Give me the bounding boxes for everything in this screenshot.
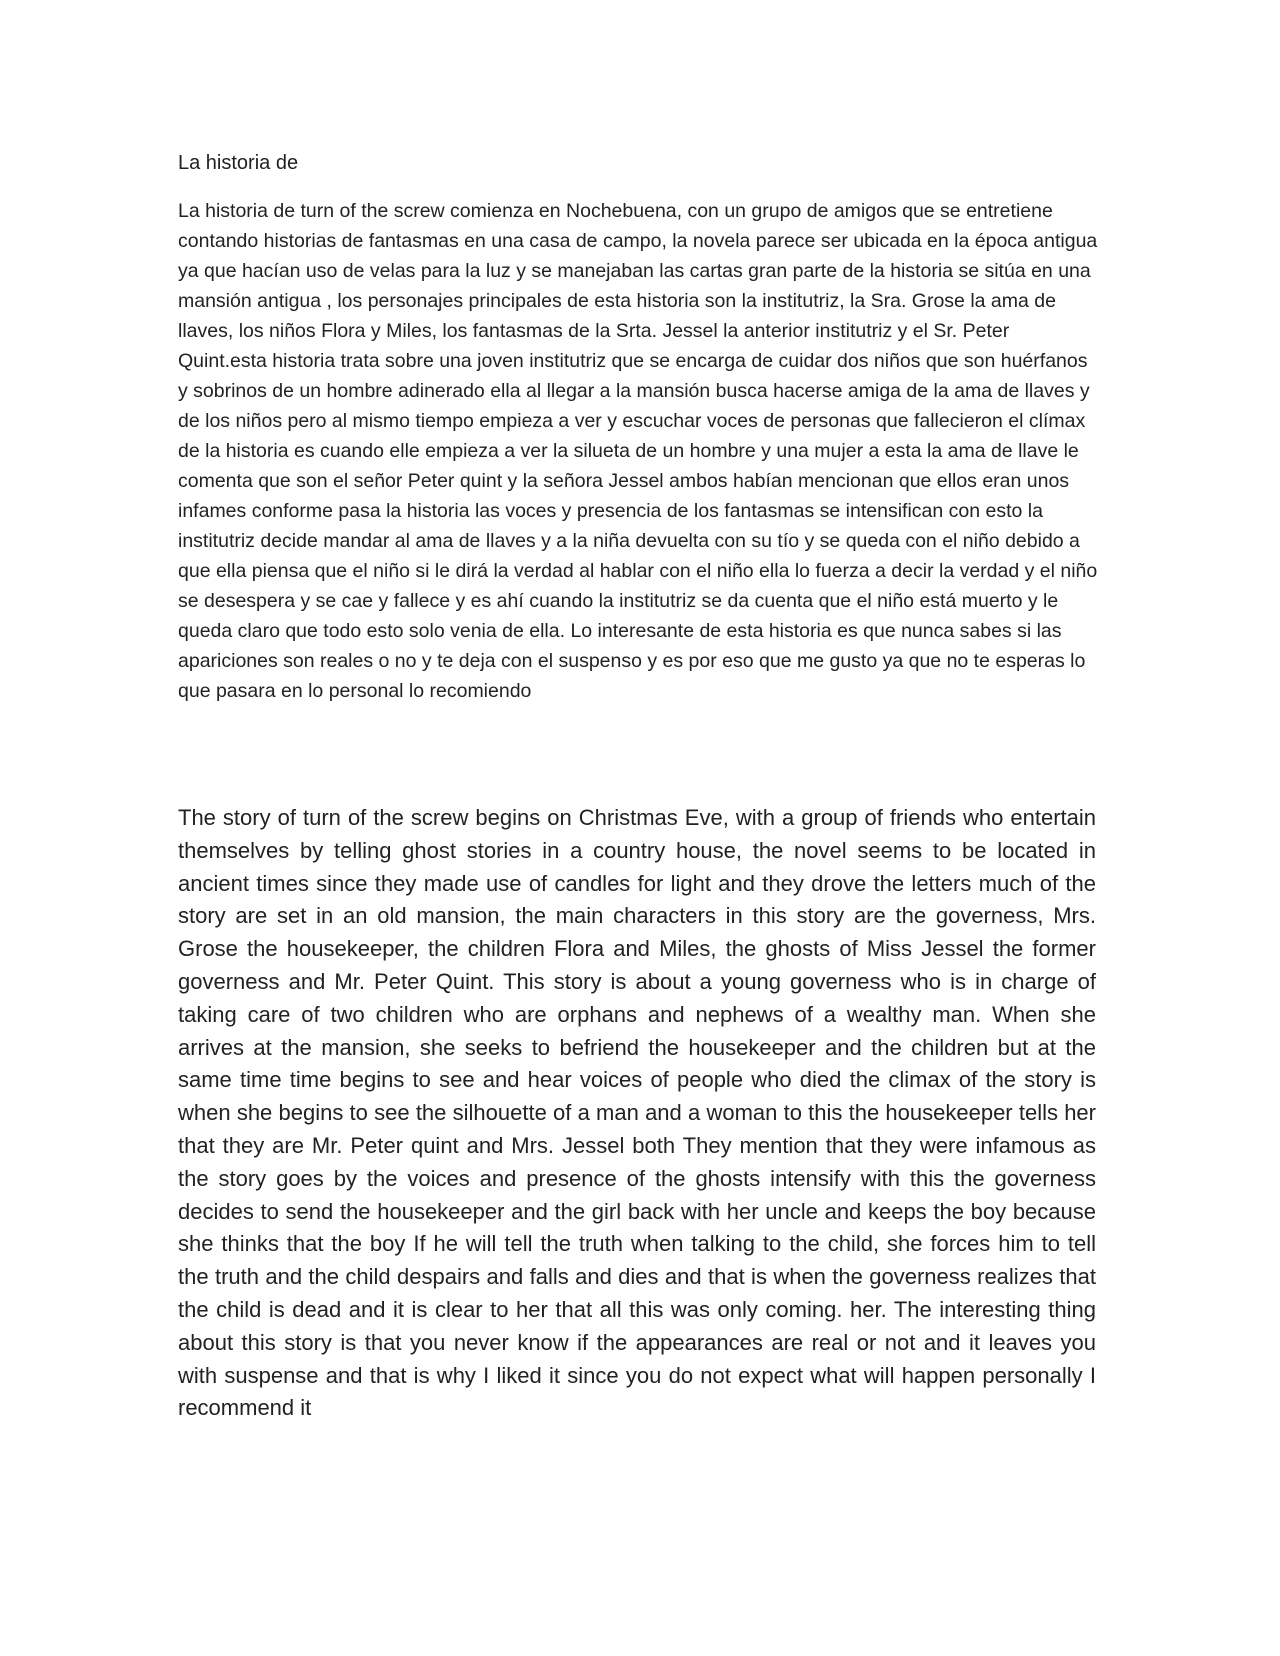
document-title: La historia de (178, 152, 299, 174)
paragraph-spanish: La historia de turn of the screw comienza en Nochebuena, con un grupo de amigos que se entretiene contando historias de fantasmas en una casa de campo, la novela parece ser ubicada en la época antigua ya que hacían uso de velas para la luz y se manejaban las cartas gran parte de la historia se sitúa en una mansión antigua , los personajes principales de esta historia son la institutriz, la Sra. Grose la ama de llaves, los niños Flora y Miles, los fantasmas de la Srta. Jessel la anterior institutriz y el Sr. Peter Quint.esta historia trata sobre una joven institutriz que se encarga de cuidar dos niños que son huérfanos y sobrinos de un hombre adinerado ella al llegar a la mansión busca hacerse amiga de la ama de llaves y de los niños pero al mismo tiempo empieza a ver y escuchar voces de personas que fallecieron el clímax de la historia es cuando elle empieza a ver la silueta de un hombre y una mujer a esta la ama de llave le comenta que son el señor Peter quint y la señora Jessel ambos habían mencionan que ellos eran unos infames conforme pasa la historia las voces y presencia de los fantasmas se intensifican con esto la institutriz decide mandar al ama de llaves y a la niña devuelta con su tío y se queda con el niño debido a que ella piensa que el niño si le dirá la verdad al hablar con el niño ella lo fuerza a decir la verdad y el niño se desespera y se cae y fallece y es ahí cuando la institutriz se da cuenta que el niño está muerto y le queda claro que todo esto solo venia de ella. Lo interesante de esta historia es que nunca sabes si las apariciones son reales o no y te deja con el suspenso y es por eso que me gusto ya que no te esperas lo que pasara en lo personal lo recomiendo (178, 200, 1098, 702)
paragraph-english: The story of turn of the screw begins on Christmas Eve, with a group of friends who entertain themselves by telling ghost stories in a country house, the novel seems to be located in ancient times since they made use of candles for light and they drove the letters much of the story are set in an old mansion, the main characters in this story are the governess, Mrs. Grose the housekeeper, the children Flora and Miles, the ghosts of Miss Jessel the former governess and Mr. Peter Quint. This story is about a young governess who is in charge of taking care of two children who are orphans and nephews of a wealthy man. When she arrives at the mansion, she seeks to befriend the housekeeper and the children but at the same time time begins to see and hear voices of people who died the climax of the story is when she begins to see the silhouette of a man and a woman to this the housekeeper tells her that they are Mr. Peter quint and Mrs. Jessel both They mention that they were infamous as the story goes by the voices and presence of the ghosts intensify with this the governess decides to send the housekeeper and the girl back with her uncle and keeps the boy because she thinks that the boy If he will tell the truth when talking to the child, she forces him to tell the truth and the child despairs and falls and dies and that is when the governess realizes that the child is dead and it is clear to her that all this was only coming. her. The interesting thing about this story is that you never know if the appearances are real or not and it leaves you with suspense and that is why I liked it since you do not expect what will happen personally I recommend it (178, 805, 1096, 1421)
